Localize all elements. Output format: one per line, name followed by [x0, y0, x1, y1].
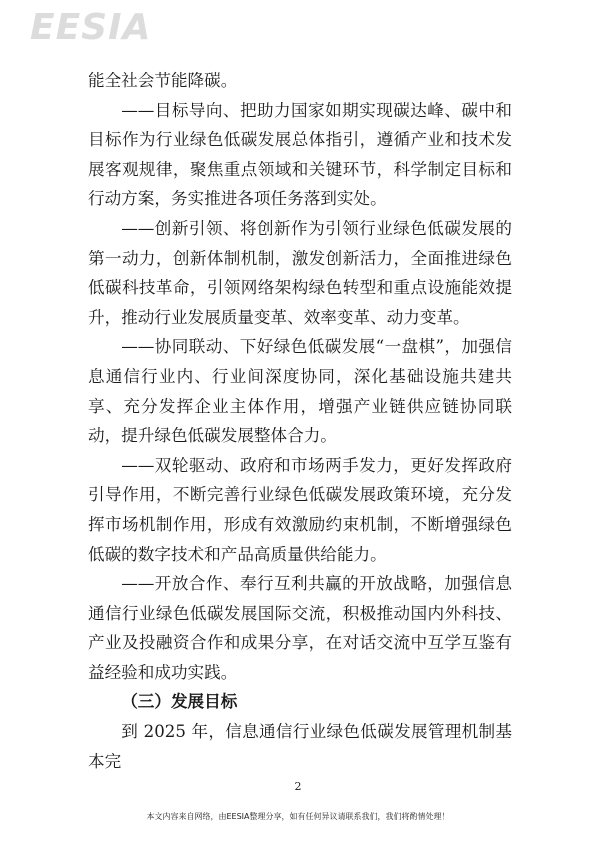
paragraph-innovation-led: ——创新引领、将创新作为引领行业绿色低碳发展的第一动力，创新体制机制，激发创新活力，全面推进绿色低碳科技革命，引领网络架构绿色转型和重点设施能效提升，推动行业发展质量变革、效率变革、动力变革。	[88, 218, 512, 327]
paragraph-continuation: 能全社会节能降碳。	[88, 71, 238, 90]
paragraph-coordinated: ——协同联动、下好绿色低碳发展“一盘棋”，加强信息通信行业内、行业间深度协同，深化基础设施共建共享、充分发挥企业主体作用，增强产业链供应链协同联动，提升绿色低碳发展整体合力。	[88, 337, 512, 446]
document-body	[88, 66, 512, 776]
page-number: 2	[294, 780, 302, 793]
eesia-watermark-logo: EESIA	[30, 7, 152, 48]
paragraph-open-cooperation: ——开放合作、奉行互利共赢的开放战略，加强信息通信行业绿色低碳发展国际交流，积极推动国内外科技、产业及投融资合作和成果分享，在对话交流中互学互鉴有益经验和成功实践。	[88, 574, 512, 682]
paragraph-targets: 到 2025 年，信息通信行业绿色低碳发展管理机制基本完	[88, 722, 512, 771]
footer-disclaimer: 本文内容来自网络，由EESIA整理分享，如有任何异议请联系我们，我们将酌情处理！	[146, 812, 450, 821]
section-heading: （三）发展目标	[121, 691, 238, 712]
paragraph-dual-drive: ——双轮驱动、政府和市场两手发力，更好发挥政府引导作用，不断完善行业绿色低碳发展政策环境，充分发挥市场机制作用，形成有效激励约束机制，不断增强绿色低碳的数字技术和产品高质量供给能力。	[88, 455, 512, 564]
paragraph-goal-oriented: ——目标导向、把助力国家如期实现碳达峰、碳中和目标作为行业绿色低碳发展总体指引，遵循产业和技术发展客观规律，聚焦重点领域和关键环节，科学制定目标和行动方案，务实推进各项任务落到实处。	[88, 100, 512, 209]
